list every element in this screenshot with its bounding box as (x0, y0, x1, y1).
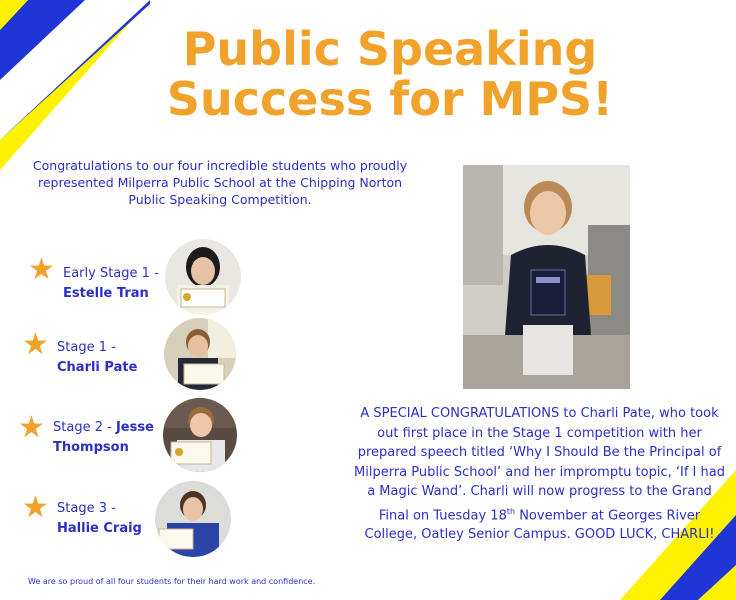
student-photo (163, 398, 237, 472)
star-icon: ★ (22, 328, 49, 361)
intro-text: Congratulations to our four incredible students who proudly represented Milperra Public School at the Chipping Norton Public Speaking Competition. (32, 158, 408, 207)
student-label: Stage 3 - Hallie Craig (57, 501, 142, 536)
student-label: Stage 2 - Jesse Thompson (53, 420, 154, 455)
page-title: Public Speaking Success for MPS! (166, 22, 614, 126)
star-icon: ★ (22, 491, 49, 524)
student-photo (165, 239, 241, 315)
student-label: Early Stage 1 - Estelle Tran (63, 266, 159, 301)
special-congratulations-text: A SPECIAL CONGRATULATIONS to Charli Pate, who took out first place in the Stage 1 competition with her prepared speech titled ‘Why I Should Be the Principal of Milperra Public School’ and her impromptu topic, ‘If I had a Magic Wand’. Charli will now progress to the Grand Final on Tuesday 18th November at Georges River College, Oatley Senior Campus. GOOD LUCK, CHARLI! (354, 406, 725, 543)
winner-photo (463, 165, 630, 389)
student-photo (155, 481, 231, 557)
student-photo (164, 318, 236, 390)
student-label: Stage 1 - Charli Pate (57, 340, 138, 375)
star-icon: ★ (28, 253, 55, 286)
footer-note: We are so proud of all four students for their hard work and confidence. (28, 577, 316, 586)
star-icon: ★ (18, 411, 45, 444)
